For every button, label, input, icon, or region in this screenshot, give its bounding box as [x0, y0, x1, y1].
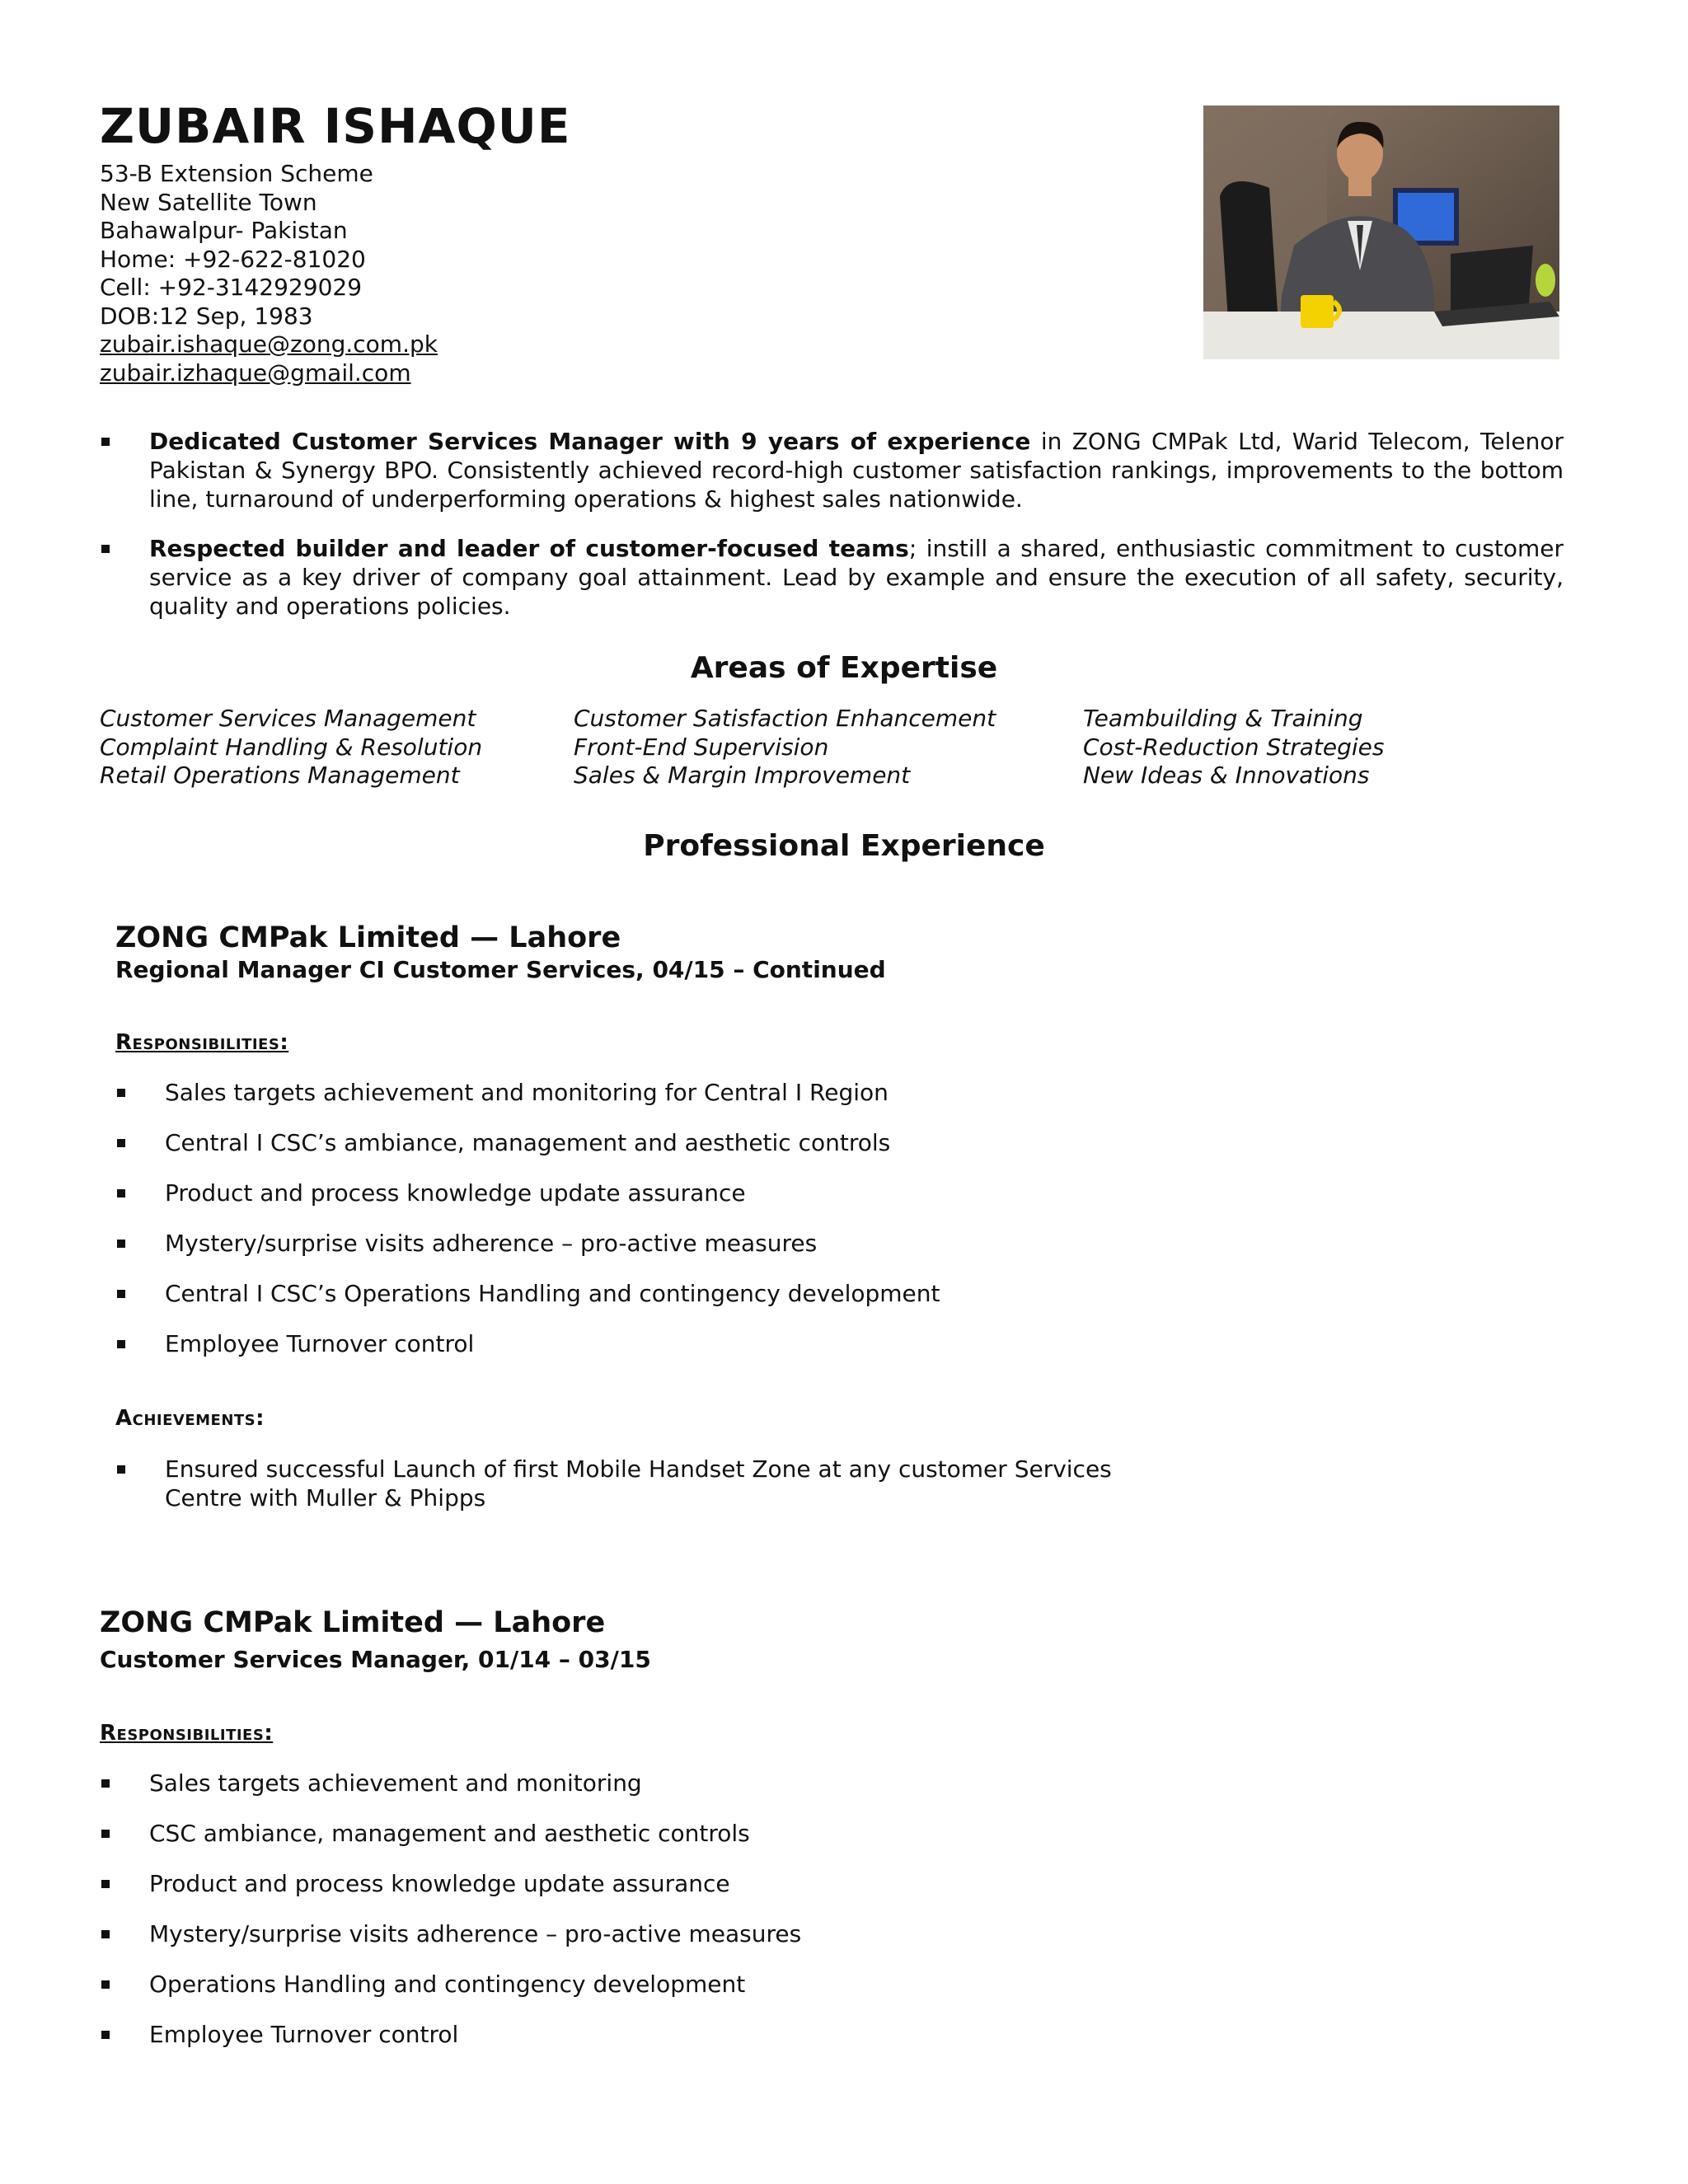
bullet-icon: [101, 438, 110, 446]
list-item: Mystery/surprise visits adherence – pro-active measures: [115, 1229, 940, 1279]
candidate-name: ZUBAIR ISHAQUE: [100, 98, 571, 154]
expertise-heading: Areas of Expertise: [690, 651, 998, 685]
list-item: Sales targets achievement and monitoring: [100, 1769, 801, 1819]
address-line: 53-B Extension Scheme: [100, 160, 373, 187]
bullet-icon: [117, 1465, 125, 1474]
expertise-item: Cost-Reduction Strategies: [1083, 733, 1385, 761]
expertise-item: Sales & Margin Improvement: [574, 762, 911, 789]
bullet-icon: [117, 1340, 125, 1348]
expertise-item: New Ideas & Innovations: [1083, 762, 1370, 789]
summary-item: [100, 534, 1564, 621]
expertise-column-3: [1083, 705, 1384, 790]
summary-highlight: Respected builder and leader of customer-focused teams: [149, 535, 909, 562]
home-phone: Home: +92-622-81020: [100, 245, 366, 273]
expertise-item: Front-End Supervision: [574, 733, 829, 761]
job-company: ZONG CMPak Limited — Lahore: [100, 1606, 606, 1639]
expertise-item: Complaint Handling & Resolution: [100, 733, 483, 761]
job-role: Customer Services Manager, 01/14 – 03/15: [100, 1646, 651, 1673]
bullet-icon: [101, 1930, 110, 1938]
bullet-icon: [101, 2031, 110, 2039]
bullet-icon: [101, 1880, 110, 1888]
expertise-item: Customer Satisfaction Enhancement: [574, 705, 996, 732]
list-item: Mystery/surprise visits adherence – pro-active measures: [100, 1919, 801, 1970]
address-line: New Satellite Town: [100, 188, 317, 216]
list-item: Product and process knowledge update assurance: [100, 1869, 801, 1919]
responsibilities-label: Responsibilities:: [100, 1721, 274, 1746]
expertise-item: Teambuilding & Training: [1083, 705, 1363, 732]
summary-list: [100, 427, 1564, 621]
job-company: ZONG CMPak Limited — Lahore: [115, 921, 621, 954]
bullet-icon: [101, 1830, 110, 1838]
summary-text: in ZONG CMPak Ltd, Warid Telecom, Telenor Pakistan & Synergy BPO. Consistently achieved record-high customer satisfaction rankings, improvements to the bottom line, turnaround of underperforming operations & highest sales nationwide.: [149, 428, 1564, 513]
job-role: Regional Manager CI Customer Services, 04/15 – Continued: [115, 956, 886, 983]
list-item: Employee Turnover control: [100, 2020, 801, 2070]
summary-item: [100, 427, 1564, 513]
cell-phone: Cell: +92-3142929029: [100, 274, 363, 301]
list-item: Central I CSC’s Operations Handling and contingency development: [115, 1279, 940, 1329]
expertise-item: Customer Services Management: [100, 705, 476, 732]
summary-highlight: Dedicated Customer Services Manager with 9 years of experience: [149, 428, 1031, 455]
bullet-icon: [101, 1779, 110, 1788]
list-item: Employee Turnover control: [115, 1329, 940, 1380]
email-link-work[interactable]: zubair.ishaque@zong.com.pk: [100, 330, 438, 358]
bullet-icon: [117, 1240, 125, 1248]
bullet-icon: [117, 1290, 125, 1298]
bullet-icon: [101, 1980, 110, 1989]
list-item: Product and process knowledge update assurance: [115, 1179, 940, 1229]
expertise-item: Retail Operations Management: [100, 762, 460, 789]
experience-heading: Professional Experience: [643, 829, 1045, 863]
bullet-icon: [117, 1089, 125, 1097]
email-link-personal[interactable]: zubair.izhaque@gmail.com: [100, 359, 411, 387]
responsibilities-list: [115, 1078, 940, 1380]
bullet-icon: [117, 1189, 125, 1197]
responsibilities-list: [100, 1769, 801, 2070]
contact-block: [100, 160, 438, 387]
list-item: Operations Handling and contingency development: [100, 1970, 801, 2020]
expertise-column-1: [100, 705, 482, 790]
bullet-icon: [101, 545, 110, 553]
list-item: Sales targets achievement and monitoring for Central I Region: [115, 1078, 940, 1128]
date-of-birth: DOB:12 Sep, 1983: [100, 302, 313, 330]
list-item: Ensured successful Launch of first Mobile Handset Zone at any customer Services Centre with Muller & Phipps: [115, 1455, 1112, 1512]
summary-text: ; instill a shared, enthusiastic commitment to customer service as a key driver of company goal attainment. Lead by example and ensure the execution of all safety, security, quality and operations policies.: [149, 535, 1564, 620]
list-item: Central I CSC’s ambiance, management and aesthetic controls: [115, 1128, 940, 1179]
bullet-icon: [117, 1139, 125, 1147]
profile-photo: [1203, 105, 1559, 359]
address-line: Bahawalpur- Pakistan: [100, 217, 348, 244]
expertise-column-2: [574, 705, 996, 790]
responsibilities-label: Responsibilities:: [115, 1030, 289, 1055]
achievements-label: Achievements:: [115, 1406, 265, 1431]
achievements-list: [115, 1455, 1112, 1512]
list-item: CSC ambiance, management and aesthetic controls: [100, 1819, 801, 1869]
